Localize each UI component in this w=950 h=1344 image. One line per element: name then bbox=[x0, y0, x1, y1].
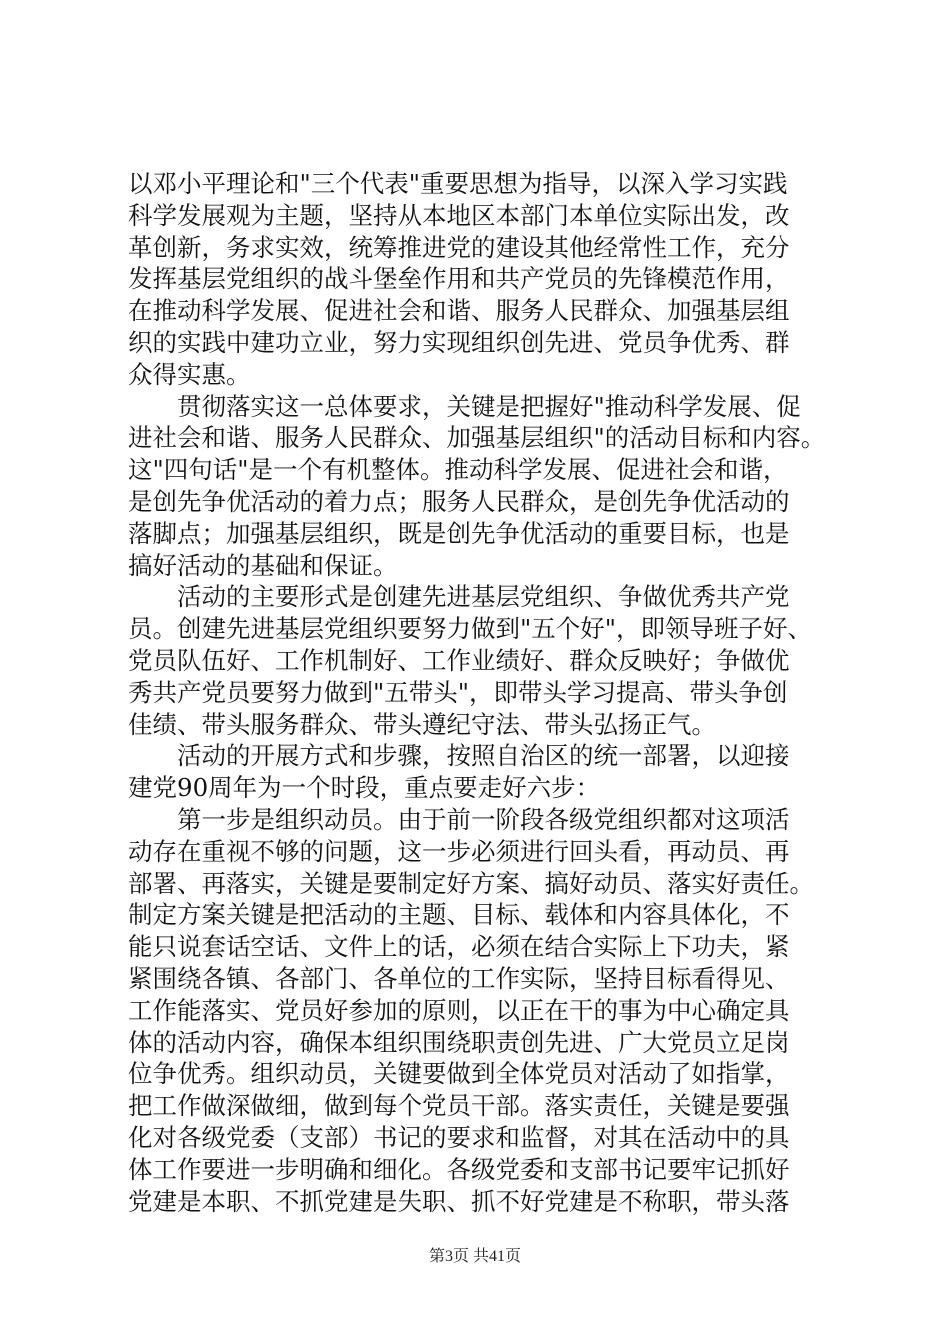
page-number-footer: 第3页 共41页 bbox=[428, 1248, 521, 1265]
text-line: 佳绩、带头服务群众、带头遵纪守法、带头弘扬正气。 bbox=[128, 709, 716, 739]
text-line: 织的实践中建功立业，努力实现组织创先进、党员争优秀、群 bbox=[128, 327, 790, 357]
text-line: 在推动科学发展、促进社会和谐、服务人民群众、加强基层组 bbox=[128, 296, 790, 326]
text-line: 这"四句话"是一个有机整体。推动科学发展、促进社会和谐， bbox=[128, 455, 788, 485]
text-line: 活动的开展方式和步骤，按照自治区的统一部署，以迎接 bbox=[128, 741, 790, 771]
text-line: 众得实惠。 bbox=[128, 359, 251, 389]
text-line: 贯彻落实这一总体要求，关键是把握好"推动科学发展、促 bbox=[128, 391, 801, 421]
text-line: 进社会和谐、服务人民群众、加强基层组织"的活动目标和内容。 bbox=[128, 423, 826, 453]
text-line: 搞好活动的基础和保证。 bbox=[128, 550, 398, 580]
text-line: 秀共产党员要努力做到"五带头"，即带头学习提高、带头争创 bbox=[128, 677, 788, 707]
text-line: 工作能落实、党员好参加的原则，以正在干的事为中心确定具 bbox=[128, 995, 790, 1025]
text-line: 以邓小平理论和"三个代表"重要思想为指导，以深入学习实践 bbox=[128, 169, 788, 198]
text-line: 科学发展观为主题，坚持从本地区本部门本单位实际出发，改 bbox=[128, 200, 790, 230]
text-line: 第一步是组织动员。由于前一阶段各级党组织都对这项活 bbox=[128, 804, 790, 834]
text-line: 发挥基层党组织的战斗堡垒作用和共产党员的先锋模范作用， bbox=[128, 264, 790, 294]
text-line: 落脚点；加强基层组织，既是创先争优活动的重要目标，也是 bbox=[128, 518, 790, 548]
text-line: 紧围绕各镇、各部门、各单位的工作实际，坚持目标看得见、 bbox=[128, 963, 790, 993]
text-line: 把工作做深做细，做到每个党员干部。落实责任，关键是要强 bbox=[128, 1091, 790, 1121]
text-line: 是创先争优活动的着力点；服务人民群众，是创先争优活动的 bbox=[128, 486, 790, 516]
text-line: 党建是本职、不抓党建是失职、抓不好党建是不称职，带头落 bbox=[128, 1186, 790, 1216]
text-line: 建党90周年为一个时段，重点要走好六步： bbox=[128, 773, 601, 803]
document-body bbox=[128, 168, 832, 1217]
text-line: 党员队伍好、工作机制好、工作业绩好、群众反映好；争做优 bbox=[128, 645, 790, 675]
text-line: 革创新，务求实效，统筹推进党的建设其他经常性工作，充分 bbox=[128, 232, 790, 262]
text-line: 化对各级党委（支部）书记的要求和监督，对其在活动中的具 bbox=[128, 1122, 790, 1152]
text-line: 体工作要进一步明确和细化。各级党委和支部书记要牢记抓好 bbox=[128, 1154, 790, 1184]
text-line: 员。创建先进基层党组织要努力做到"五个好"，即领导班子好、 bbox=[128, 614, 813, 644]
text-line: 活动的主要形式是创建先进基层党组织、争做优秀共产党 bbox=[128, 582, 790, 612]
text-line: 动存在重视不够的问题，这一步必须进行回头看，再动员、再 bbox=[128, 836, 790, 866]
text-line: 位争优秀。组织动员，关键要做到全体党员对活动了如指掌， bbox=[128, 1059, 790, 1089]
text-line: 部署、再落实，关键是要制定好方案、搞好动员、落实好责任。 bbox=[128, 868, 814, 898]
text-line: 制定方案关键是把活动的主题、目标、载体和内容具体化，不 bbox=[128, 900, 790, 930]
text-line: 体的活动内容，确保本组织围绕职责创先进、广大党员立足岗 bbox=[128, 1027, 790, 1057]
text-line: 能只说套话空话、文件上的话，必须在结合实际上下功夫，紧 bbox=[128, 932, 790, 962]
